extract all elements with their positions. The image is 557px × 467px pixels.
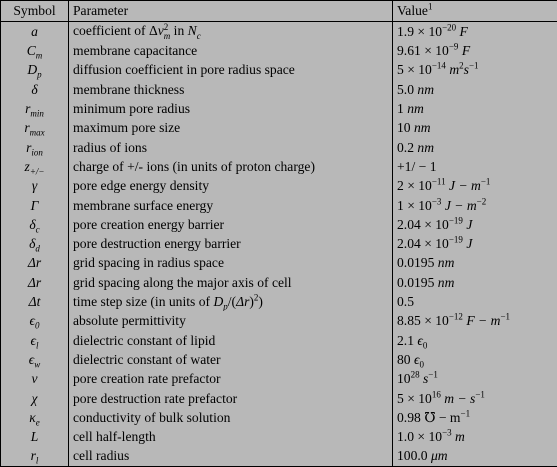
subscript: m	[35, 50, 43, 61]
text-run: 0.5	[397, 294, 414, 310]
subscript: 0	[422, 340, 428, 351]
table-row	[1, 80, 557, 99]
text-run: κ	[29, 409, 36, 425]
parameter-cell	[69, 369, 393, 388]
text-run: v	[157, 22, 164, 38]
value-cell	[393, 119, 557, 138]
superscript: 2	[253, 292, 259, 303]
symbol-cell	[1, 119, 69, 138]
text-run: J	[462, 216, 473, 232]
text-run: 2.1	[397, 332, 418, 348]
parameter-cell	[69, 447, 393, 467]
subscript: l	[35, 340, 39, 351]
symbol-cell	[1, 254, 69, 273]
text-run: ϵ	[414, 351, 420, 367]
superscript: −1	[475, 388, 485, 399]
text-run: D	[27, 62, 38, 78]
value-cell	[393, 408, 557, 427]
text-run: s	[463, 62, 469, 78]
text-run: pore creation rate prefactor	[73, 371, 221, 387]
text-run: 0.0195	[397, 274, 438, 290]
parameter-cell	[69, 311, 393, 330]
value-cell	[393, 389, 557, 408]
text-run: membrane surface energy	[73, 197, 214, 213]
text-run: 100.0	[397, 448, 431, 464]
parameter-cell	[69, 408, 393, 427]
text-run: nm	[437, 255, 455, 271]
superscript: 16	[431, 388, 441, 399]
value-cell	[393, 41, 557, 60]
table-row	[1, 41, 557, 60]
table-row	[1, 157, 557, 176]
text-run: pore destruction rate prefactor	[73, 390, 238, 406]
text-run: ν	[31, 371, 38, 387]
text-run: J − m	[445, 178, 481, 194]
parameter-cell	[69, 427, 393, 446]
parameter-cell	[69, 331, 393, 350]
text-run: F	[456, 23, 468, 39]
value-cell	[393, 311, 557, 330]
text-run: m − s	[440, 390, 476, 406]
subscript: m	[163, 30, 171, 41]
text-run: nm	[414, 120, 431, 136]
superscript: −19	[448, 234, 463, 245]
text-run: pore creation energy barrier	[73, 216, 225, 232]
symbol-cell	[1, 292, 69, 311]
superscript: −1	[468, 60, 479, 71]
superscript: −12	[448, 311, 463, 322]
text-run: r	[25, 101, 31, 117]
text-run: dielectric constant of lipid	[73, 332, 216, 348]
text-run: 2.04 × 10	[397, 216, 449, 232]
table-row	[1, 350, 557, 369]
text-run: ϵ	[28, 351, 35, 367]
table-row	[1, 254, 557, 273]
text-run: δ	[29, 216, 36, 232]
text-run: +1/ − 1	[397, 158, 437, 174]
symbol-cell	[1, 22, 69, 42]
value-cell	[393, 292, 557, 311]
parameter-cell	[69, 61, 393, 80]
table-row	[1, 234, 557, 253]
superscript: 28	[410, 369, 420, 380]
text-run: δ	[29, 236, 36, 252]
table-row	[1, 408, 557, 427]
text-run: χ	[31, 390, 38, 406]
subscript: c	[196, 30, 201, 41]
value-cell	[393, 22, 557, 42]
text-run: membrane capacitance	[73, 43, 198, 59]
subscript: ion	[31, 147, 43, 158]
text-run: absolute permittivity	[73, 313, 186, 329]
symbol-cell	[1, 331, 69, 350]
table-row	[1, 215, 557, 234]
text-run: 5 × 10	[397, 390, 432, 406]
table-row	[1, 389, 557, 408]
text-run: cell radius	[73, 448, 130, 464]
value-cell	[393, 369, 557, 388]
header-value-label: Value	[397, 3, 428, 19]
text-run: F − m	[462, 313, 501, 329]
text-run: F	[458, 43, 471, 59]
parameter-cell	[69, 254, 393, 273]
subscript: l	[35, 456, 39, 467]
parameter-cell	[69, 292, 393, 311]
parameter-cell	[69, 157, 393, 176]
subscript: e	[35, 417, 40, 428]
value-cell	[393, 427, 557, 446]
table-row	[1, 427, 557, 446]
value-cell	[393, 61, 557, 80]
table-row	[1, 447, 557, 467]
value-cell	[393, 99, 557, 118]
text-run: )	[258, 294, 263, 310]
superscript: −1	[460, 408, 471, 419]
symbol-cell	[1, 389, 69, 408]
text-run: radius of ions	[73, 139, 148, 155]
text-run: 1	[397, 101, 408, 117]
text-run: N	[187, 22, 197, 38]
text-run: coefficient of Δ	[73, 22, 158, 38]
value-cell	[393, 157, 557, 176]
table-body	[1, 22, 557, 467]
parameter-cell	[69, 138, 393, 157]
parameter-cell	[69, 389, 393, 408]
superscript: −2	[476, 196, 487, 206]
symbol-cell	[1, 99, 69, 118]
parameter-cell	[69, 273, 393, 292]
text-run: 1.9 × 10	[397, 23, 443, 39]
header-value-footnote: 1	[427, 1, 433, 12]
text-run: nm	[407, 101, 424, 117]
text-run: 5.0	[397, 81, 418, 97]
text-run: C	[26, 43, 36, 59]
text-run: 0.0195	[397, 255, 438, 271]
header-symbol: Symbol	[1, 1, 69, 22]
symbol-cell	[1, 157, 69, 176]
text-run: /(	[227, 294, 237, 310]
superscript: −1	[428, 369, 438, 380]
text-run: 2 × 10	[397, 178, 432, 194]
table-row	[1, 273, 557, 292]
symbol-cell	[1, 427, 69, 446]
value-cell	[393, 273, 557, 292]
text-run: 1 × 10	[397, 197, 432, 213]
subscript: +/−	[29, 166, 45, 177]
header-row	[1, 1, 557, 22]
value-cell	[393, 350, 557, 369]
value-cell	[393, 215, 557, 234]
text-run: Γ	[30, 197, 39, 213]
text-run: z	[24, 158, 30, 174]
parameter-cell	[69, 119, 393, 138]
superscript: −20	[442, 22, 457, 33]
parameter-cell	[69, 350, 393, 369]
value-cell	[393, 176, 557, 195]
value-cell	[393, 80, 557, 99]
text-run: diffusion coefficient in pore radius space	[73, 62, 295, 78]
subscript: c	[35, 224, 40, 235]
text-run: s	[419, 371, 429, 387]
symbol-cell	[1, 138, 69, 157]
symbol-cell	[1, 350, 69, 369]
superscript: 2	[459, 60, 464, 71]
superscript: −1	[480, 176, 491, 187]
table-row	[1, 99, 557, 118]
text-run: grid spacing along the major axis of cell	[73, 274, 292, 290]
text-run: r	[30, 448, 36, 464]
header-value	[393, 1, 557, 22]
text-run: nm	[417, 81, 435, 97]
parameter-cell	[69, 22, 393, 42]
value-cell	[393, 254, 557, 273]
text-run: 10	[397, 371, 411, 387]
text-run: 5 × 10	[397, 62, 432, 78]
symbol-cell	[1, 273, 69, 292]
table-row	[1, 22, 557, 42]
symbol-cell	[1, 234, 69, 253]
text-run: dielectric constant of water	[73, 351, 221, 367]
subscript: 0	[419, 359, 424, 370]
text-run: Δr	[27, 274, 42, 290]
value-cell	[393, 196, 557, 215]
text-run: m	[451, 429, 465, 445]
table-row	[1, 292, 557, 311]
text-run: 2.04 × 10	[397, 236, 449, 252]
text-run: γ	[31, 178, 38, 194]
superscript: 2	[163, 21, 169, 32]
text-run: 10	[397, 120, 414, 136]
table-row	[1, 196, 557, 215]
table-row	[1, 176, 557, 195]
text-run: r	[26, 139, 32, 155]
parameter-cell	[69, 215, 393, 234]
table-row	[1, 138, 557, 157]
text-run: )	[249, 294, 254, 310]
text-run: Δt	[28, 294, 41, 310]
symbol-cell	[1, 61, 69, 80]
parameter-cell	[69, 41, 393, 60]
parameter-cell	[69, 234, 393, 253]
text-run: L	[30, 429, 39, 445]
text-run: Δr	[236, 294, 250, 310]
text-run: cell half-length	[73, 429, 156, 445]
superscript: −9	[448, 41, 459, 52]
text-run: grid spacing in radius space	[73, 255, 224, 271]
symbol-cell	[1, 311, 69, 330]
subscript: 0	[34, 321, 40, 331]
text-run: ϵ	[417, 332, 423, 348]
symbol-cell	[1, 447, 69, 467]
superscript: −3	[431, 196, 442, 206]
text-run: J	[462, 236, 473, 252]
superscript: −11	[431, 176, 446, 187]
text-run: 1.0 × 10	[397, 429, 443, 445]
text-run: conductivity of bulk solution	[73, 409, 231, 425]
table-row	[1, 61, 557, 80]
text-run: ϵ	[30, 332, 36, 348]
text-run: pore edge energy density	[73, 178, 210, 194]
text-run: m	[445, 62, 460, 78]
header-parameter: Parameter	[69, 1, 393, 22]
text-run: charge of +/- ions (in units of proton charge)	[73, 158, 315, 174]
parameter-cell	[69, 99, 393, 118]
symbol-cell	[1, 196, 69, 215]
table-row	[1, 369, 557, 388]
text-run: time step size (in units of	[73, 294, 214, 310]
superscript: −1	[500, 311, 511, 322]
subscript: max	[29, 128, 45, 138]
value-cell	[393, 331, 557, 350]
symbol-cell	[1, 408, 69, 427]
text-run: r	[24, 120, 30, 136]
symbol-cell	[1, 80, 69, 99]
text-run: J − m	[441, 197, 477, 213]
text-run: in	[170, 22, 188, 38]
text-run: μm	[430, 448, 448, 464]
parameter-cell	[69, 196, 393, 215]
table-row	[1, 331, 557, 350]
text-run: 9.61 × 10	[397, 43, 449, 59]
value-cell	[393, 447, 557, 467]
parameter-cell	[69, 80, 393, 99]
text-run: pore destruction energy barrier	[73, 236, 241, 252]
text-run: nm	[417, 139, 435, 155]
symbol-cell	[1, 369, 69, 388]
value-cell	[393, 234, 557, 253]
table-row	[1, 311, 557, 330]
value-cell	[393, 138, 557, 157]
text-run: membrane thickness	[73, 81, 185, 97]
symbol-cell	[1, 215, 69, 234]
text-run: nm	[437, 274, 455, 290]
table-row	[1, 119, 557, 138]
subscript: w	[34, 359, 41, 370]
symbol-cell	[1, 176, 69, 195]
text-run: a	[31, 23, 38, 39]
text-run: ϵ	[29, 313, 35, 329]
table-header	[1, 1, 557, 22]
superscript: −19	[448, 215, 463, 226]
text-run: D	[213, 294, 224, 310]
text-run: minimum pore radius	[73, 101, 191, 117]
superscript: −14	[431, 60, 446, 71]
text-run: maximum pore size	[73, 120, 181, 136]
parameter-cell	[69, 176, 393, 195]
text-run: 0.98 ℧ − m	[397, 409, 461, 425]
text-run: δ	[31, 81, 38, 97]
text-run: 8.85 × 10	[397, 313, 449, 329]
text-run: 80	[397, 351, 414, 367]
superscript: −3	[442, 427, 452, 438]
subscript: p	[37, 70, 42, 80]
subscript: d	[35, 243, 40, 254]
subscript: min	[30, 108, 44, 119]
text-run: 0.2	[397, 139, 418, 155]
symbol-cell	[1, 41, 69, 60]
text-run: Δr	[27, 255, 42, 271]
subscript: p	[223, 301, 228, 312]
